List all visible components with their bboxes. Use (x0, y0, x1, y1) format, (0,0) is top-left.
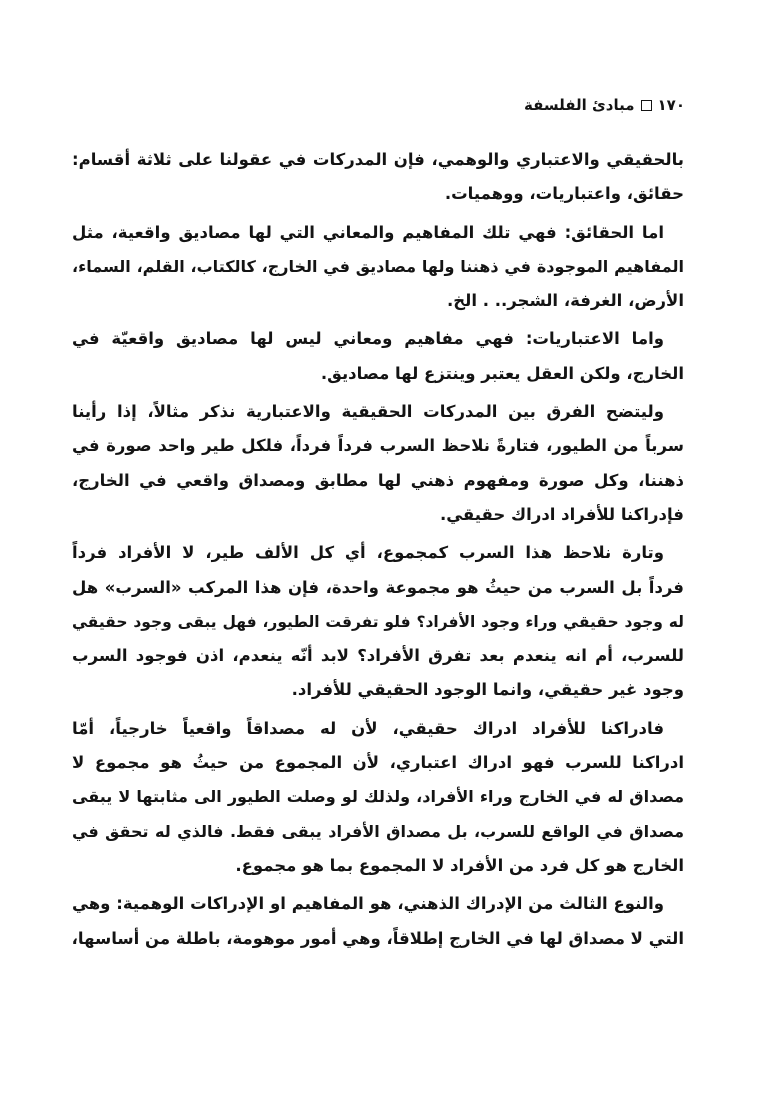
text-line: فادراكنا للأفراد ادراك حقيقي، لأن له مصداقاً واقعياً خارجياً، أمّا (72, 718, 664, 738)
text-line: حقائق، واعتباريات، ووهميات. (444, 184, 684, 204)
body-text (72, 143, 684, 956)
text-line: وتارة نلاحظ هذا السرب كمجموع، أي كل الألف طير، لا الأفراد فرداً (72, 543, 664, 563)
text-line: المفاهيم الموجودة في ذهننا ولها مصاديق في الخارج، كالكتاب، القلم، السماء، (72, 256, 684, 276)
text-line: مصداق في الواقع للسرب، بل مصداق الأفراد يبقى فقط. فالذي له تحقق في (72, 821, 684, 841)
text-line: ادراكنا للسرب فهو ادراك اعتباري، لأن المجموع من حيثُ هو مجموع لا (72, 753, 684, 773)
text-line: للسرب، أم انه ينعدم بعد تفرق الأفراد؟ لابد أنّه ينعدم، اذن فوجود السرب (72, 646, 684, 666)
running-header (524, 96, 685, 114)
text-line: سرباً من الطيور، فتارةً نلاحظ السرب فرداً فرداً، فلكل طير واحد صورة في (72, 436, 684, 456)
text-line: الأرض، الغرفة، الشجر.. . الخ. (446, 291, 684, 311)
text-line: وليتضح الفرق بين المدركات الحقيقية والاعتبارية نذكر مثالاً، إذا رأينا (72, 402, 664, 422)
text-line: وجود غير حقيقي، وانما الوجود الحقيقي للأفراد. (291, 680, 684, 700)
text-line: الخارج هو كل فرد من الأفراد لا المجموع بما هو مجموع. (235, 855, 684, 875)
square-separator-icon (641, 100, 652, 111)
text-line: فرداً بل السرب من حيثُ هو مجموعة واحدة، فإن هذا المركب «السرب» هل (72, 577, 684, 597)
book-title: مبادئ الفلسفة (523, 96, 635, 114)
text-line: مصداق له في الخارج وراء الأفراد، ولذلك لو وصلت الطيور الى مثابتها لا يبقى (72, 787, 684, 807)
text-line: ذهننا، وكل صورة ومفهوم ذهني لها مطابق ومصداق واقعي في الخارج، (72, 470, 684, 490)
text-line: الخارج، ولكن العقل يعتبر وينتزع لها مصاديق. (320, 363, 684, 383)
text-line: اما الحقائق: فهي تلك المفاهيم والمعاني التي لها مصاديق واقعية، مثل (72, 222, 664, 242)
page-number: ١٧٠ (657, 96, 685, 114)
text-line: بالحقيقي والاعتباري والوهمي، فإن المدركات في عقولنا على ثلاثة أقسام: (72, 150, 684, 169)
text-line: له وجود حقيقي وراء وجود الأفراد؟ فلو تفرقت الطيور، فهل يبقى وجود حقيقي (72, 612, 684, 631)
text-line: فإدراكنا للأفراد ادراك حقيقي. (439, 504, 684, 524)
text-line: التي لا مصداق لها في الخارج إطلاقاً، وهي أمور موهومة، باطلة من أساسها، (71, 928, 684, 948)
text-line: والنوع الثالث من الإدراك الذهني، هو المفاهيم او الإدراكات الوهمية: وهي (72, 894, 664, 914)
text-line: واما الاعتباريات: فهي مفاهيم ومعاني ليس لها مصاديق واقعيّة في (72, 329, 664, 349)
